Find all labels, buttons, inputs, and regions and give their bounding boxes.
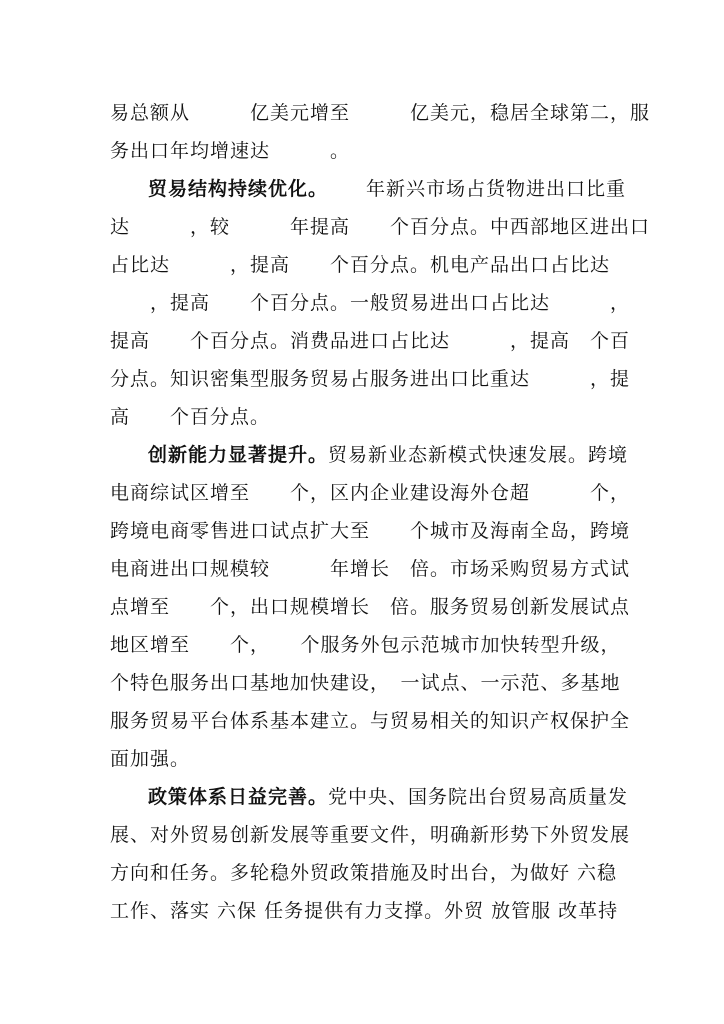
text-line: 分点。知识密集型服务贸易占服务进出口比重达 ，提 bbox=[110, 368, 631, 390]
text-line: 党中央、国务院出台贸易高质量发 bbox=[328, 786, 629, 808]
text-line: 高 个百分点。 bbox=[110, 406, 271, 428]
heading-trade-structure: 贸易结构持续优化。 bbox=[148, 178, 329, 200]
text-line: 占比达 ，提高 个百分点。机电产品出口占比达 bbox=[110, 254, 611, 276]
text-line: 年新兴市场占货物进出口比重 bbox=[366, 178, 627, 200]
heading-innovation: 创新能力显著提升。 bbox=[148, 444, 329, 466]
text-line: 提高 个百分点。消费品进口占比达 ，提高 个百 bbox=[110, 330, 631, 352]
paragraph-innovation bbox=[148, 443, 658, 467]
text-line: 面加强。 bbox=[110, 748, 191, 770]
text-line: 电商进出口规模较 年增长 倍。市场采购贸易方式试 bbox=[110, 558, 631, 580]
text-line: 展、对外贸易创新发展等重要文件，明确新形势下外贸发展 bbox=[110, 824, 631, 846]
text-line: 电商综试区增至 个，区内企业建设海外仓超 个， bbox=[110, 482, 631, 504]
text-line: 达 ，较 年提高 个百分点。中西部地区进出口 bbox=[110, 216, 651, 238]
text-line: 务出口年均增速达 。 bbox=[110, 140, 351, 162]
text-line: 工作、落实 六保 任务提供有力支撑。外贸 放管服 改革持 bbox=[110, 900, 619, 922]
text-line: 个特色服务出口基地加快建设， 一试点、一示范、多基地 bbox=[110, 672, 621, 694]
text-line: 点增至 个，出口规模增长 倍。服务贸易创新发展试点 bbox=[110, 596, 631, 618]
paragraph-trade-structure bbox=[148, 177, 658, 201]
text-line: 贸易新业态新模式快速发展。跨境 bbox=[328, 444, 629, 466]
text-line: 地区增至 个， 个服务外包示范城市加快转型升级， bbox=[110, 634, 621, 656]
text-line: 方向和任务。多轮稳外贸政策措施及时出台，为做好 六稳 bbox=[110, 862, 618, 884]
text-line: ，提高 个百分点。一般贸易进出口占比达 ， bbox=[110, 292, 631, 314]
text-line: 易总额从 亿美元增至 亿美元，稳居全球第二，服 bbox=[110, 102, 651, 124]
text-line: 服务贸易平台体系基本建立。与贸易相关的知识产权保护全 bbox=[110, 710, 631, 732]
text-line: 跨境电商零售进口试点扩大至 个城市及海南全岛，跨境 bbox=[110, 520, 631, 542]
heading-policy: 政策体系日益完善。 bbox=[148, 786, 329, 808]
paragraph-policy bbox=[148, 785, 658, 809]
